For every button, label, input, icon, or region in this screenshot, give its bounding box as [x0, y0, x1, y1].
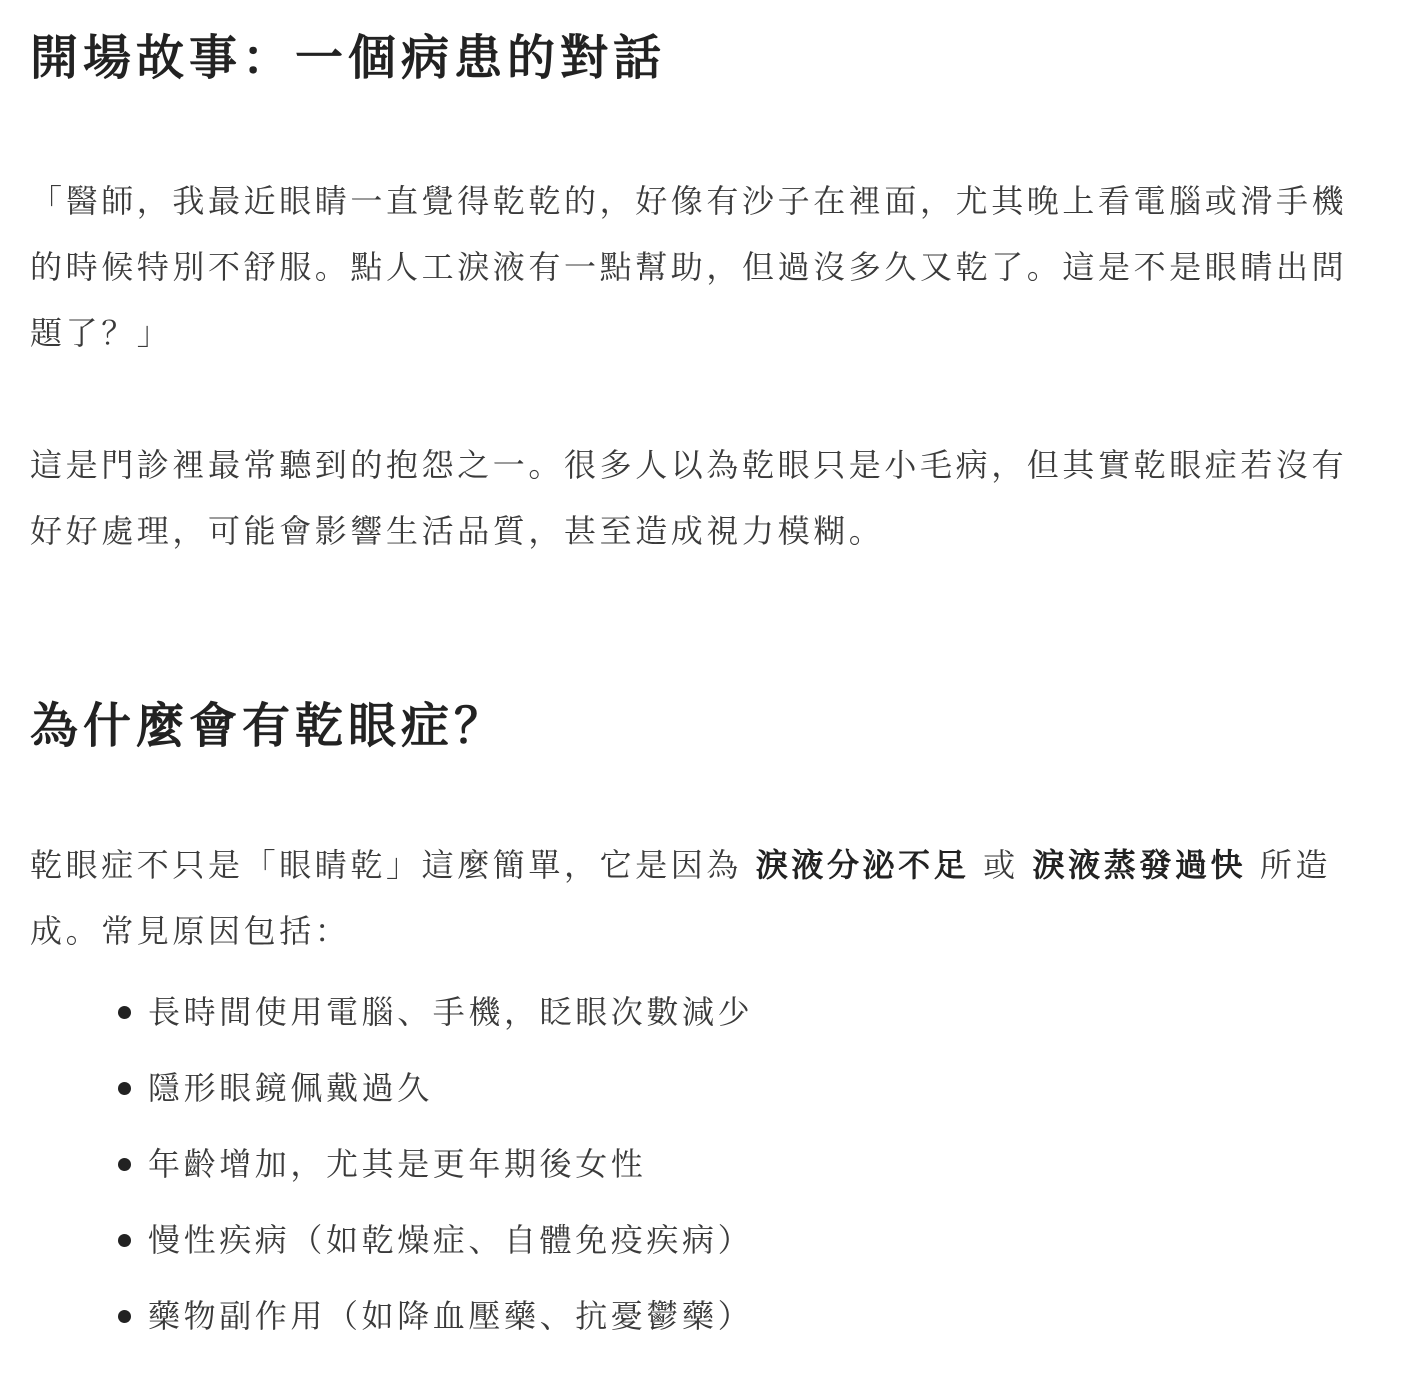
- intro-bold-tear-deficiency: 淚液分泌不足: [755, 846, 970, 884]
- list-item: [118, 1202, 1365, 1278]
- list-item: [118, 974, 1365, 1050]
- list-item: [118, 1278, 1365, 1354]
- intro-text-1: 乾眼症不只是「眼睛乾」這麼簡單，它是因為: [30, 846, 756, 884]
- paragraph-common-complaint: 這是門診裡最常聽到的抱怨之一。很多人以為乾眼只是小毛病，但其實乾眼症若沒有好好處理，可能會影響生活品質，甚至造成視力模糊。: [30, 446, 1348, 550]
- list-item-text: 隱形眼鏡佩戴過久: [148, 1069, 433, 1107]
- causes-list: [30, 974, 1365, 1354]
- intro-bold-tear-evaporation: 淚液蒸發過快: [1032, 846, 1247, 884]
- bullet-icon: [118, 1234, 131, 1247]
- paragraph-dry-eye-intro: [30, 832, 1365, 964]
- list-item-text: 慢性疾病（如乾燥症、自體免疫疾病）: [148, 1221, 754, 1259]
- section-heading-opening-story: 開場故事：一個病患的對話: [30, 30, 667, 86]
- list-item-text: 年齡增加，尤其是更年期後女性: [148, 1145, 647, 1183]
- bullet-icon: [118, 1310, 131, 1323]
- list-item: [118, 1126, 1365, 1202]
- bullet-icon: [118, 1082, 131, 1095]
- patient-quote: 「醫師，我最近眼睛一直覺得乾乾的，好像有沙子在裡面，尤其晚上看電腦或滑手機的時候特別不舒服。點人工淚液有一點幫助，但過沒多久又乾了。這是不是眼睛出問題了？」: [30, 182, 1348, 352]
- section-heading-why-dry-eye: 為什麼會有乾眼症？: [30, 698, 508, 754]
- intro-text-2: 或: [969, 846, 1033, 884]
- list-item: [118, 1050, 1365, 1126]
- bullet-icon: [118, 1158, 131, 1171]
- list-item-text: 長時間使用電腦、手機，眨眼次數減少: [148, 993, 754, 1031]
- list-item-text: 藥物副作用（如降血壓藥、抗憂鬱藥）: [148, 1297, 754, 1335]
- intro-text-3: 所造成。常見原因包括：: [30, 846, 1332, 950]
- bullet-icon: [118, 1006, 131, 1019]
